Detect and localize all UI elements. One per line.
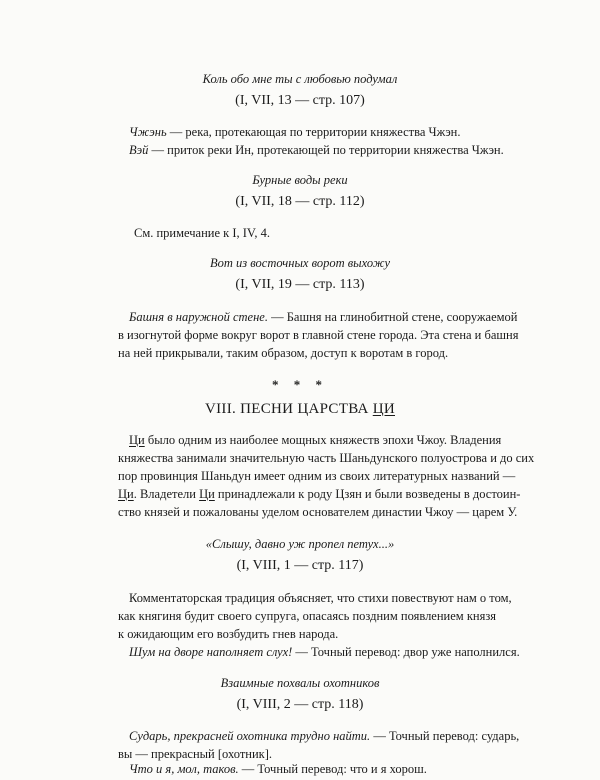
song-reference: (I, VII, 18 — стр. 112) bbox=[235, 194, 365, 209]
song-heading: Вот из восточных ворот выхожу bbox=[209, 256, 390, 270]
song-reference: (I, VIII, 1 — стр. 117) bbox=[236, 558, 364, 573]
note-term: Башня в наружной стене. bbox=[129, 310, 268, 324]
note-line: к ожидающим его возбудить гнев народа. bbox=[118, 627, 339, 641]
note-term: Чжэнь bbox=[129, 125, 167, 139]
note-line bbox=[129, 125, 461, 140]
intro-line: ство князей и пожалованы уделом основателем династии Чжоу — царем У. bbox=[118, 505, 518, 519]
intro-line bbox=[118, 487, 521, 502]
note-text: — Точный перевод: двор уже наполнился. bbox=[292, 645, 520, 659]
song-heading: Бурные воды реки bbox=[252, 173, 348, 187]
ci-word: Ци bbox=[129, 433, 145, 447]
note-text: — приток реки Ин, протекающей по территории княжества Чжэн. bbox=[148, 143, 504, 157]
section-divider: * * * bbox=[272, 377, 328, 392]
note-line bbox=[129, 729, 520, 744]
ci-word: Ци bbox=[199, 487, 215, 501]
note-line bbox=[129, 143, 504, 158]
chapter-title-name: ЦИ bbox=[372, 401, 395, 417]
note-line: как княгиня будит своего супруга, опасаясь поздним появлением князя bbox=[118, 609, 497, 623]
note-line: на ней прикрывали, таким образом, доступ к воротам в город. bbox=[118, 346, 449, 360]
chapter-title bbox=[0, 401, 600, 418]
intro-line: пор провинция Шаньдун имеет одним из своих литературных названий — bbox=[118, 469, 516, 483]
note-text: — Башня на глинобитной стене, сооружаемой bbox=[267, 310, 518, 324]
song-reference: (I, VII, 19 — стр. 113) bbox=[235, 277, 365, 292]
note-text: — Точный перевод: сударь, bbox=[370, 729, 520, 743]
song-heading: Коль обо мне ты с любовью подумал bbox=[202, 72, 398, 86]
song-heading: «Слышу, давно уж пропел петух...» bbox=[205, 537, 395, 551]
song-reference: (I, VIII, 2 — стр. 118) bbox=[236, 697, 364, 712]
intro-text: принадлежали к роду Цзян и были возведены в достоин- bbox=[214, 487, 521, 501]
note-line: вы — прекрасный [охотник]. bbox=[118, 747, 273, 761]
intro-line: княжества занимали значительную часть Шаньдунского полуострова и до сих bbox=[118, 451, 535, 465]
note-term: Что и я, мол, таков. bbox=[129, 762, 239, 776]
intro-line bbox=[129, 433, 502, 448]
song-reference: (I, VII, 13 — стр. 107) bbox=[235, 93, 365, 108]
note-line bbox=[129, 645, 520, 660]
note-term: Сударь, прекрасней охотника трудно найти. bbox=[129, 729, 371, 743]
intro-text: . Владетели bbox=[133, 487, 200, 501]
note-line bbox=[129, 762, 427, 777]
intro-text: было одним из наиболее мощных княжеств эпохи Чжоу. Владения bbox=[144, 433, 502, 447]
chapter-title-prefix: VIII. ПЕСНИ ЦАРСТВА bbox=[205, 401, 373, 417]
note-line: Комментаторская традиция объясняет, что стихи повествуют нам о том, bbox=[129, 591, 512, 605]
note-line bbox=[129, 310, 518, 325]
song-heading: Взаимные похвалы охотников bbox=[220, 676, 380, 690]
note-term: Вэй bbox=[129, 143, 149, 157]
note-text: — река, протекающая по территории княжества Чжэн. bbox=[166, 125, 461, 139]
ci-word: Ци bbox=[118, 487, 134, 501]
note-line: в изогнутой форме вокруг ворот в главной стене города. Эта стена и башня bbox=[118, 328, 519, 342]
note-text: — Точный перевод: что и я хорош. bbox=[238, 762, 427, 776]
note-line: См. примечание к I, IV, 4. bbox=[134, 226, 270, 240]
note-term: Шум на дворе наполняет слух! bbox=[129, 645, 293, 659]
